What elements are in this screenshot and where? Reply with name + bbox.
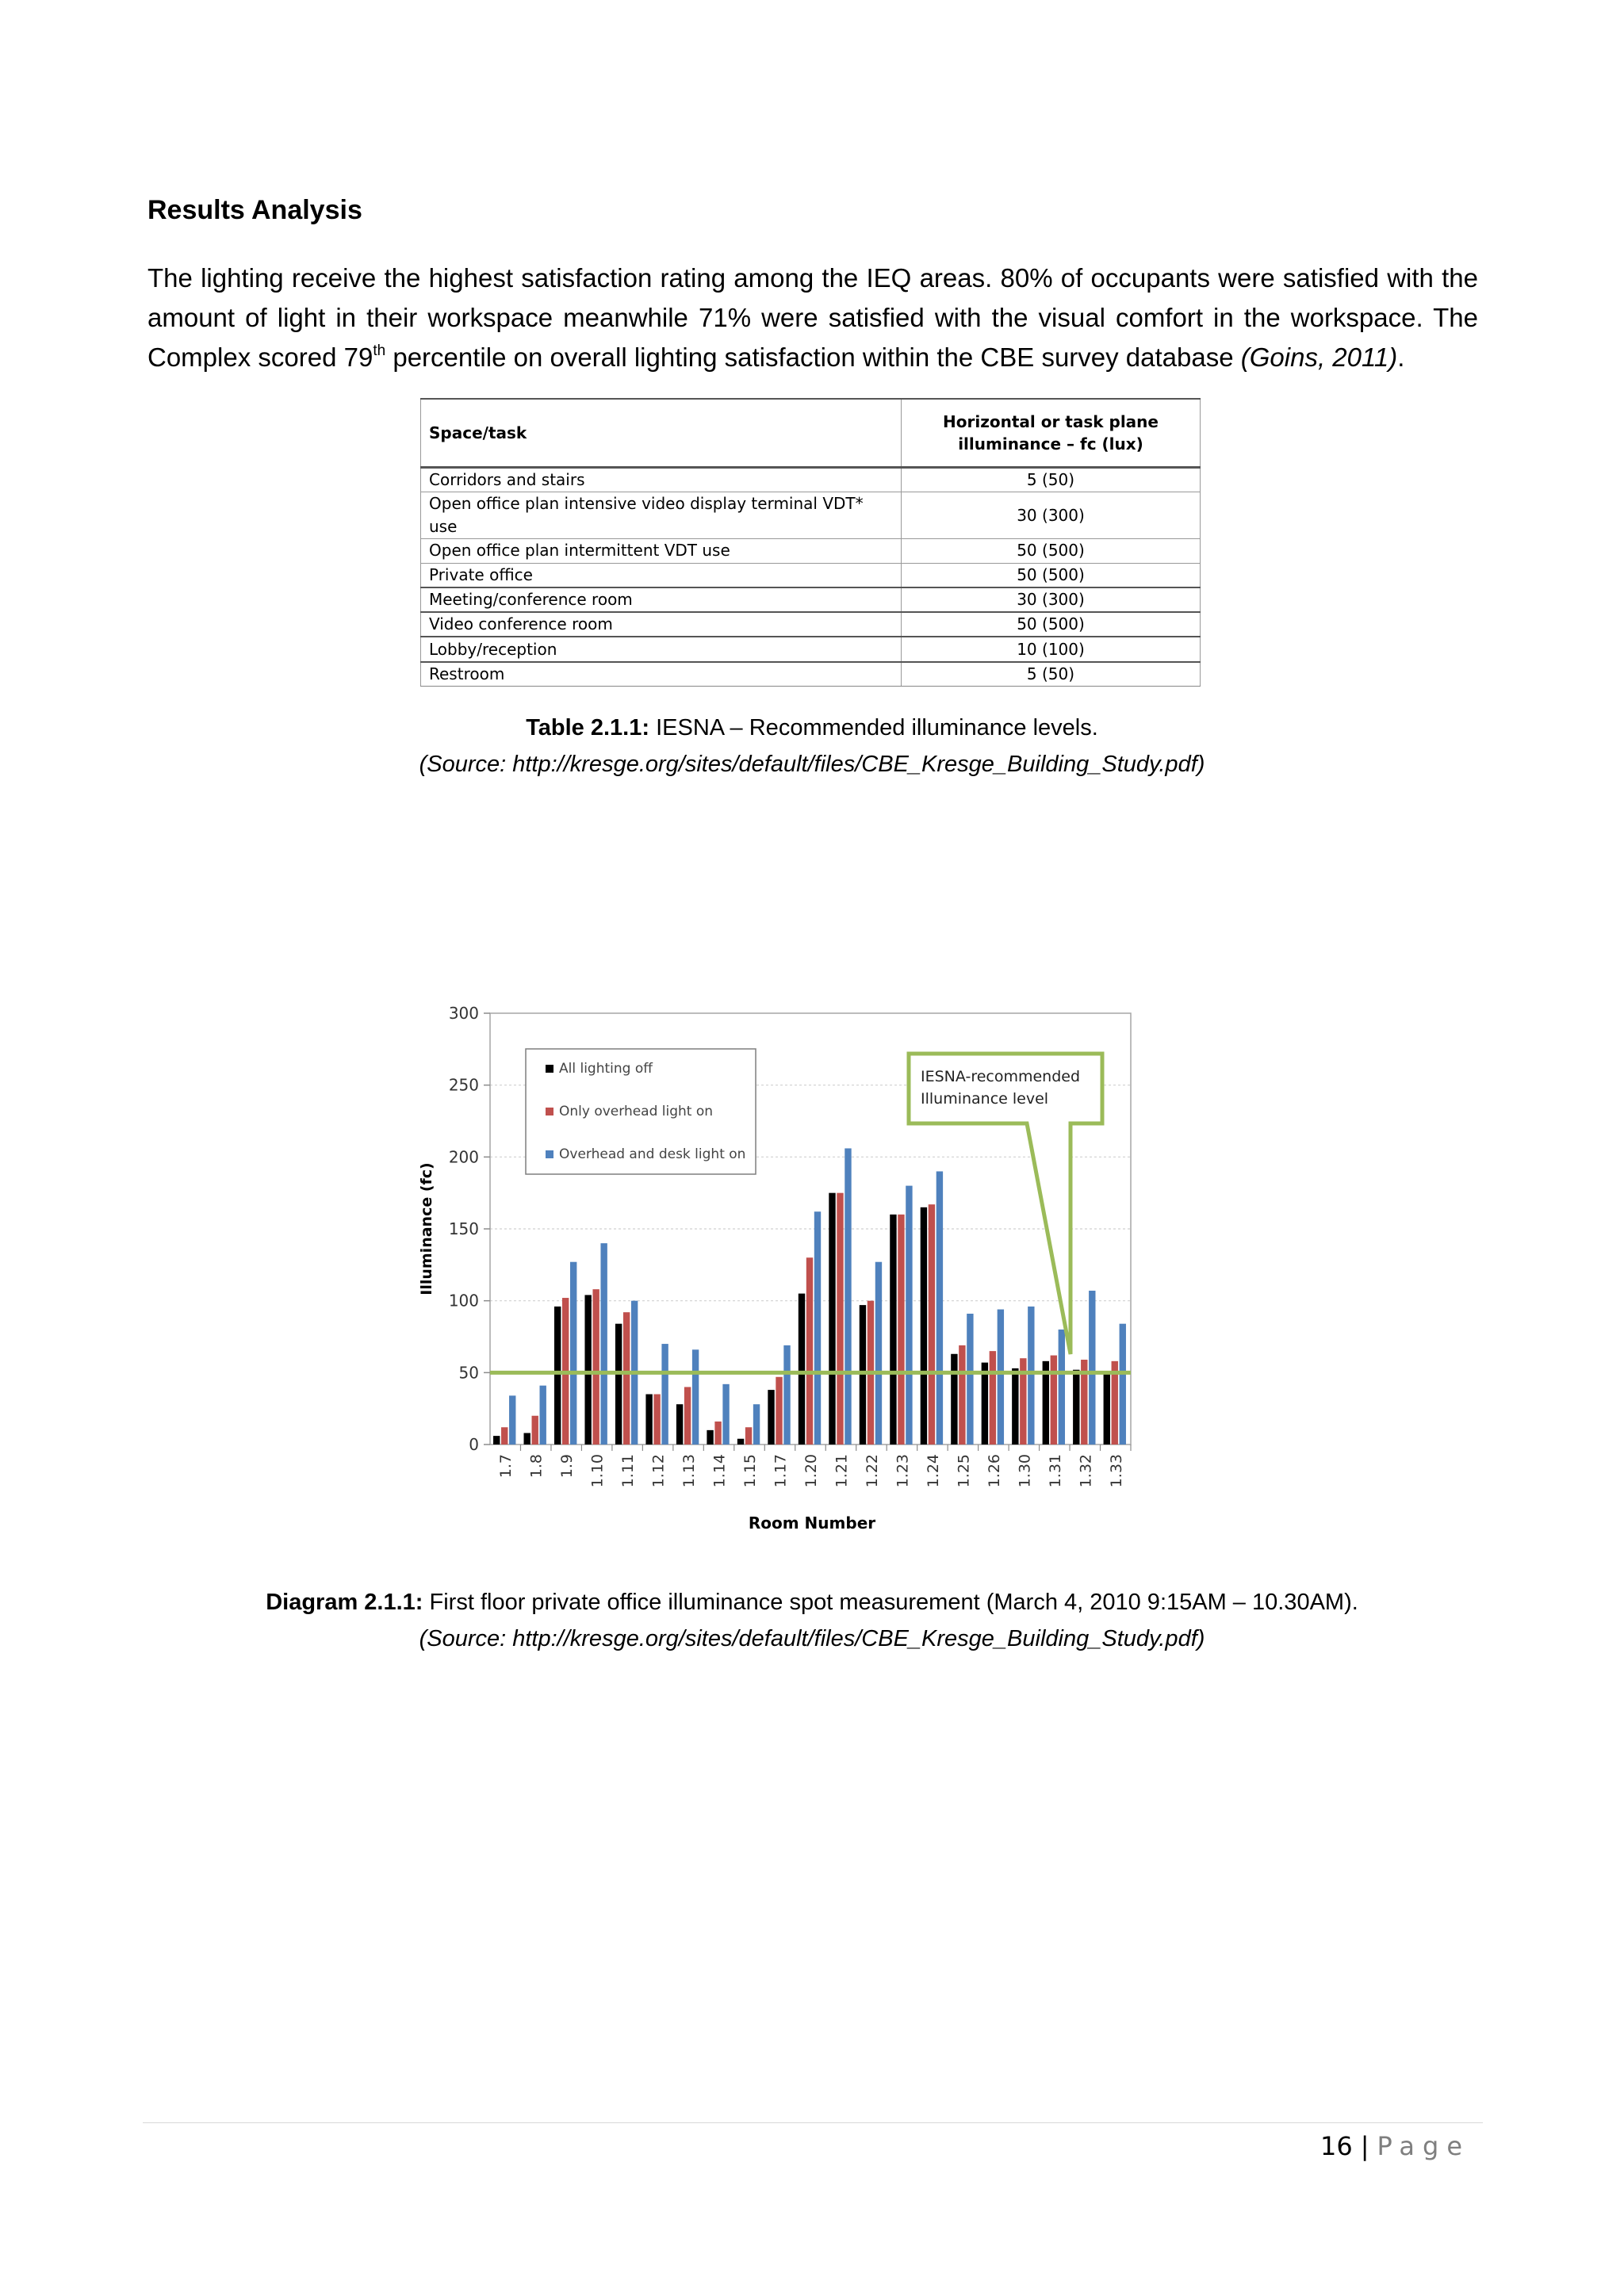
page-number-value: 16 bbox=[1320, 2131, 1353, 2161]
bar bbox=[929, 1204, 935, 1445]
citation: (Goins, 2011) bbox=[1240, 342, 1398, 372]
bar bbox=[524, 1433, 530, 1445]
bar bbox=[951, 1354, 957, 1445]
bar bbox=[623, 1312, 630, 1445]
bar bbox=[554, 1307, 561, 1445]
bar bbox=[1104, 1374, 1110, 1445]
bar bbox=[1089, 1291, 1095, 1445]
x-tick-label: 1.24 bbox=[924, 1454, 942, 1488]
x-tick-label: 1.10 bbox=[588, 1454, 607, 1488]
diagram-caption bbox=[0, 1584, 1624, 1657]
bar bbox=[906, 1186, 912, 1445]
legend-label: All lighting off bbox=[559, 1061, 653, 1077]
bar bbox=[1120, 1324, 1126, 1445]
annotation-text: Illuminance level bbox=[921, 1090, 1049, 1108]
illuminance-bar-chart bbox=[404, 983, 1134, 1538]
value-cell: 5 (50) bbox=[902, 468, 1201, 492]
space-cell: Private office bbox=[421, 563, 902, 587]
table-row bbox=[421, 637, 1201, 661]
bar bbox=[1028, 1307, 1034, 1445]
bar bbox=[1051, 1356, 1057, 1445]
value-cell: 50 (500) bbox=[902, 539, 1201, 563]
bar bbox=[570, 1262, 576, 1445]
x-tick-label: 1.14 bbox=[710, 1454, 729, 1488]
value-cell: 30 (300) bbox=[902, 587, 1201, 612]
table-row bbox=[421, 539, 1201, 563]
diagram-caption-line bbox=[0, 1584, 1624, 1621]
value-cell: 5 (50) bbox=[902, 662, 1201, 687]
table-caption-text: IESNA – Recommended illuminance levels. bbox=[649, 715, 1098, 740]
y-tick-label: 50 bbox=[458, 1363, 479, 1383]
x-tick-label: 1.13 bbox=[680, 1454, 699, 1488]
x-tick-label: 1.12 bbox=[649, 1454, 668, 1488]
chart-bars bbox=[493, 1148, 1126, 1445]
bar bbox=[783, 1345, 790, 1445]
x-tick-label: 1.26 bbox=[985, 1454, 1003, 1488]
bar bbox=[714, 1422, 721, 1445]
table-row bbox=[421, 662, 1201, 687]
x-tick-label: 1.32 bbox=[1077, 1454, 1095, 1488]
bar bbox=[540, 1386, 546, 1445]
table-caption-line bbox=[0, 710, 1624, 746]
bar bbox=[653, 1395, 660, 1445]
space-cell: Open office plan intermittent VDT use bbox=[421, 539, 902, 563]
table-row bbox=[421, 492, 1201, 539]
bar bbox=[921, 1207, 927, 1445]
bar bbox=[814, 1211, 821, 1445]
space-cell: Video conference room bbox=[421, 612, 902, 637]
bar bbox=[722, 1384, 729, 1445]
bar bbox=[799, 1294, 805, 1445]
x-tick-label: 1.7 bbox=[497, 1454, 515, 1479]
bar bbox=[684, 1387, 691, 1445]
x-tick-label: 1.30 bbox=[1016, 1454, 1034, 1488]
bar bbox=[707, 1430, 713, 1445]
bar bbox=[615, 1324, 622, 1445]
legend-swatch bbox=[546, 1108, 553, 1115]
bar bbox=[1073, 1370, 1079, 1445]
legend-swatch bbox=[546, 1065, 553, 1073]
x-tick-label: 1.25 bbox=[955, 1454, 973, 1488]
bar bbox=[1059, 1330, 1065, 1445]
value-cell: 10 (100) bbox=[902, 637, 1201, 661]
legend-label: Only overhead light on bbox=[559, 1104, 714, 1119]
bar bbox=[692, 1349, 699, 1445]
diagram-caption-text: First floor private office illuminance spot measurement (March 4, 2010 9:15AM – 10.30AM). bbox=[423, 1590, 1358, 1615]
footer-divider bbox=[143, 2122, 1483, 2123]
bar bbox=[661, 1344, 668, 1445]
x-tick-label: 1.11 bbox=[619, 1454, 638, 1488]
bar bbox=[501, 1427, 508, 1445]
header-space-task: Space/task bbox=[421, 399, 902, 468]
bar bbox=[745, 1427, 752, 1445]
y-tick-label: 200 bbox=[448, 1147, 479, 1167]
bar bbox=[936, 1171, 943, 1445]
y-tick-label: 150 bbox=[448, 1219, 479, 1238]
table-caption-label: Table 2.1.1: bbox=[526, 715, 650, 740]
bar bbox=[959, 1345, 965, 1445]
header-illuminance-line1: Horizontal or task plane bbox=[943, 412, 1159, 431]
bar bbox=[768, 1390, 774, 1445]
value-cell: 50 (500) bbox=[902, 612, 1201, 637]
y-tick-label: 300 bbox=[448, 1004, 479, 1023]
bar bbox=[845, 1148, 851, 1445]
paragraph-text: The lighting receive the highest satisfaction rating among the IEQ areas. 80% of occupants were satisfied with the amount of light in their workspace meanwhile 71% were satisfied with the visual comfort in the workspace. The Complex scored 79 bbox=[147, 263, 1478, 372]
bar bbox=[737, 1439, 744, 1445]
diagram-caption-source: (Source: http://kresge.org/sites/default/files/CBE_Kresge_Building_Study.pdf) bbox=[419, 1626, 1205, 1651]
x-tick-label: 1.15 bbox=[741, 1454, 760, 1488]
paragraph-end: . bbox=[1397, 342, 1405, 372]
bar bbox=[509, 1395, 515, 1445]
bar bbox=[837, 1193, 843, 1445]
x-tick-label: 1.9 bbox=[558, 1454, 576, 1479]
annotation-text: IESNA-recommended bbox=[921, 1068, 1081, 1085]
page-label: Page bbox=[1377, 2131, 1470, 2161]
x-tick-label: 1.22 bbox=[863, 1454, 881, 1488]
bar bbox=[645, 1395, 652, 1445]
bar bbox=[890, 1215, 896, 1445]
table-caption-source: (Source: http://kresge.org/sites/default/files/CBE_Kresge_Building_Study.pdf) bbox=[419, 752, 1205, 777]
bar bbox=[990, 1351, 996, 1445]
bar bbox=[592, 1289, 599, 1445]
space-cell: Corridors and stairs bbox=[421, 468, 902, 492]
section-heading: Results Analysis bbox=[147, 195, 362, 225]
bar bbox=[753, 1404, 760, 1445]
table-caption bbox=[0, 710, 1624, 783]
value-cell: 50 (500) bbox=[902, 563, 1201, 587]
space-cell: Restroom bbox=[421, 662, 902, 687]
paragraph-text-cont: percentile on overall lighting satisfaction within the CBE survey database bbox=[385, 342, 1241, 372]
header-illuminance bbox=[902, 399, 1201, 468]
space-cell: Open office plan intensive video display terminal VDT* use bbox=[421, 492, 902, 539]
x-tick-label: 1.31 bbox=[1046, 1454, 1064, 1488]
results-paragraph bbox=[147, 258, 1478, 377]
table-row bbox=[421, 468, 1201, 492]
bar bbox=[967, 1314, 973, 1445]
x-axis-label: Room Number bbox=[748, 1513, 876, 1533]
bar bbox=[600, 1243, 607, 1445]
y-tick-label: 250 bbox=[448, 1075, 479, 1095]
value-cell: 30 (300) bbox=[902, 492, 1201, 539]
y-tick-label: 100 bbox=[448, 1291, 479, 1311]
space-cell: Lobby/reception bbox=[421, 637, 902, 661]
bar bbox=[493, 1436, 500, 1445]
bar bbox=[532, 1416, 538, 1445]
table-header-row bbox=[421, 399, 1201, 468]
header-illuminance-line2: illuminance – fc (lux) bbox=[958, 434, 1143, 453]
table-row bbox=[421, 587, 1201, 612]
x-tick-label: 1.8 bbox=[527, 1454, 546, 1479]
diagram-caption-label: Diagram 2.1.1: bbox=[266, 1590, 423, 1615]
legend-label: Overhead and desk light on bbox=[559, 1146, 746, 1162]
bar bbox=[806, 1257, 813, 1445]
x-tick-label: 1.23 bbox=[894, 1454, 912, 1488]
y-tick-label: 0 bbox=[469, 1435, 479, 1454]
page-number bbox=[1320, 2131, 1470, 2161]
bar bbox=[898, 1215, 904, 1445]
legend-swatch bbox=[546, 1150, 553, 1158]
ordinal-suffix: th bbox=[373, 342, 386, 359]
bar bbox=[875, 1262, 882, 1445]
table-row bbox=[421, 612, 1201, 637]
illuminance-table bbox=[420, 398, 1201, 687]
bar bbox=[584, 1295, 591, 1445]
bar bbox=[1012, 1368, 1018, 1445]
page-separator: | bbox=[1360, 2131, 1369, 2161]
bar bbox=[998, 1310, 1004, 1445]
bar bbox=[776, 1377, 782, 1445]
bar bbox=[829, 1193, 835, 1445]
x-tick-label: 1.17 bbox=[772, 1454, 790, 1488]
chart-legend bbox=[526, 1049, 756, 1174]
table-row bbox=[421, 563, 1201, 587]
bar bbox=[982, 1363, 988, 1445]
space-cell: Meeting/conference room bbox=[421, 587, 902, 612]
bar bbox=[860, 1305, 866, 1445]
bar bbox=[676, 1404, 683, 1445]
x-tick-label: 1.21 bbox=[833, 1454, 851, 1488]
x-tick-label: 1.20 bbox=[802, 1454, 820, 1488]
y-axis-label: Illuminance (fc) bbox=[418, 1162, 435, 1295]
x-tick-label: 1.33 bbox=[1107, 1454, 1125, 1488]
